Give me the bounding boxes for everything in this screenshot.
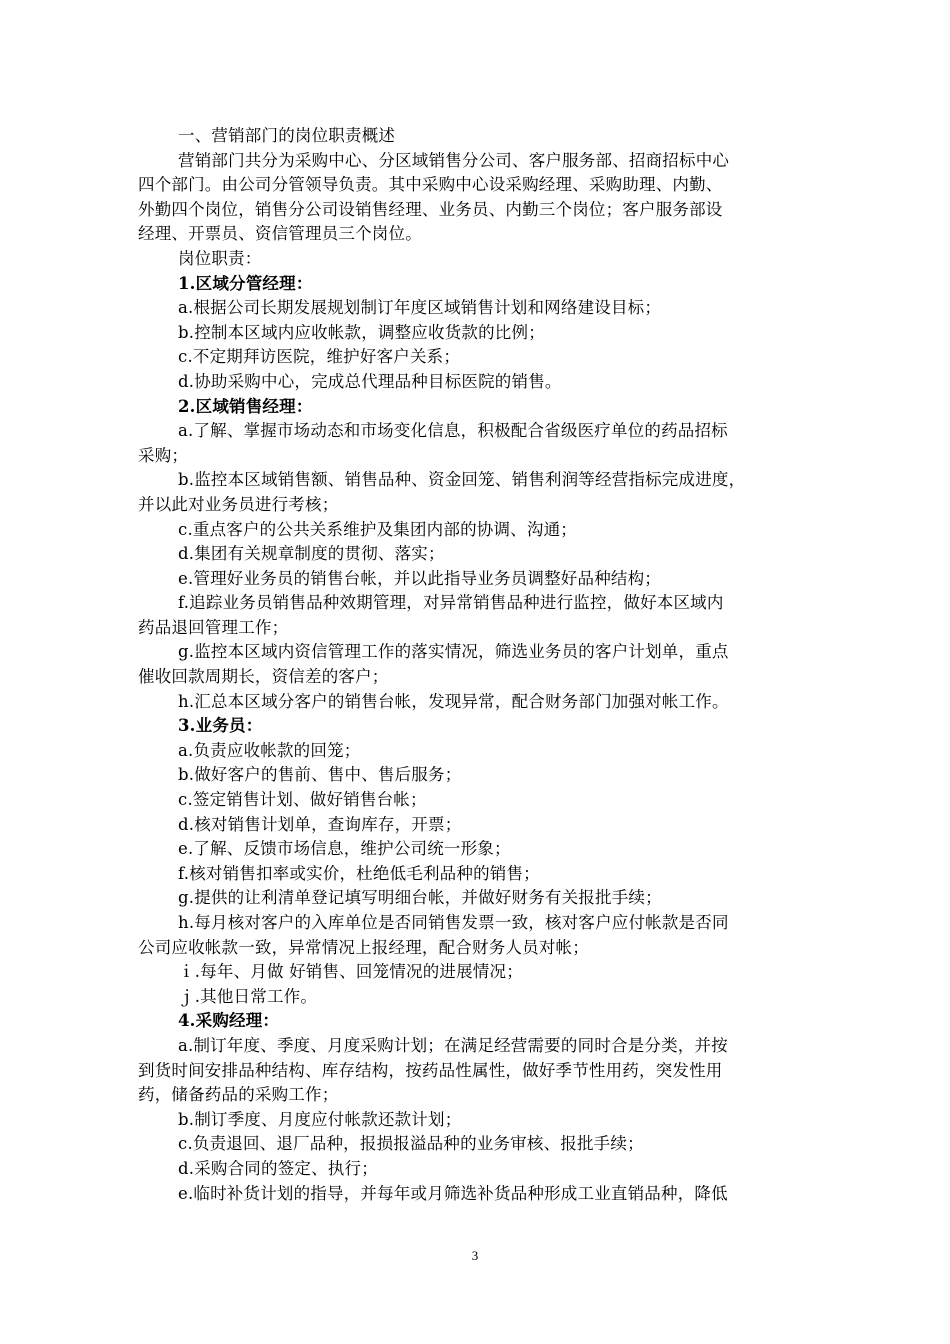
duty-item-line: d.采购合同的签定、执行； (178, 1158, 378, 1178)
duty-item-line: b.控制本区域内应收帐款，调整应收货款的比例； (178, 322, 545, 342)
duty-item-line: 到货时间安排品种结构、库存结构，按药品性属性，做好季节性用药，突发性用 (138, 1060, 723, 1080)
intro-line: 外勤四个岗位，销售分公司设销售经理、业务员、内勤三个岗位；客户服务部设 (138, 199, 723, 219)
duty-item-line: 催收回款周期长，资信差的客户； (138, 667, 389, 687)
duty-item-line: e.临时补货计划的指导，并每年或月筛选补货品种形成工业直销品种，降低 (178, 1183, 728, 1203)
document-body (138, 124, 820, 1206)
duty-item (138, 591, 820, 640)
duty-item (138, 640, 820, 689)
duty-item-line: b.制订季度、月度应付帐款还款计划； (178, 1109, 462, 1129)
duty-item (138, 862, 820, 887)
duty-item (138, 960, 820, 985)
duty-item-line: c.签定销售计划、做好销售台帐； (178, 790, 427, 810)
duty-item-line: 药，储备药品的采购工作； (138, 1085, 339, 1105)
duty-item-line: h.每月核对客户的入库单位是否同销售发票一致，核对客户应付帐款是否同 (178, 913, 729, 932)
duty-item-line: a.了解、掌握市场动态和市场变化信息，积极配合省级医疗单位的药品招标 (178, 421, 728, 441)
duty-item-line: b.做好客户的售前、售中、售后服务； (178, 765, 462, 785)
duties-label: 岗位职责： (178, 248, 262, 268)
duty-item (138, 296, 820, 321)
duty-item-line: f.核对销售扣率或实价，杜绝低毛利品种的销售； (178, 863, 540, 883)
duty-item (138, 518, 820, 543)
duty-section (138, 272, 820, 395)
duty-item-line: 公司应收帐款一致，异常情况上报经理，配合财务人员对帐； (138, 937, 589, 957)
duty-item (138, 1157, 820, 1182)
duty-item (138, 567, 820, 592)
duty-item (138, 321, 820, 346)
duty-item (138, 1182, 820, 1207)
duty-sections (138, 272, 820, 1207)
duty-item (138, 345, 820, 370)
duty-item-line: d.协助采购中心，完成总代理品种目标医院的销售。 (178, 371, 562, 391)
duty-section (138, 1009, 820, 1206)
duty-item (138, 763, 820, 788)
duty-item-line: d.核对销售计划单，查询库存，开票； (178, 814, 462, 834)
duty-item (138, 419, 820, 468)
duty-item (138, 1132, 820, 1157)
duty-section (138, 395, 820, 715)
duty-item-line: c.重点客户的公共关系维护及集团内部的协调、沟通； (178, 519, 577, 539)
duty-item (138, 690, 820, 715)
duty-item-line: f.追踪业务员销售品种效期管理，对异常销售品种进行监控，做好本区域内 (178, 593, 724, 613)
duty-item (138, 542, 820, 567)
duty-item-line: e.了解、反馈市场信息，维护公司统一形象； (178, 839, 511, 859)
duty-item-line: a.根据公司长期发展规划制订年度区域销售计划和网络建设目标； (178, 298, 662, 318)
duty-item-line: 并以此对业务员进行考核； (138, 494, 339, 514)
duty-item-line: g.监控本区域内资信管理工作的落实情况，筛选业务员的客户计划单，重点 (178, 642, 729, 662)
duty-item-line: c.负责退回、退厂品种，报损报溢品种的业务审核、报批手续； (178, 1134, 644, 1154)
duty-item (138, 911, 820, 960)
page-number: 3 (471, 1248, 479, 1263)
duty-item-line: ｉ.每年、月做 好销售、回笼情况的进展情况； (178, 962, 523, 982)
duty-item (138, 837, 820, 862)
duty-item-line: a.制订年度、季度、月度采购计划；在满足经营需要的同时合是分类，并按 (178, 1035, 728, 1055)
duty-item (138, 1108, 820, 1133)
duty-item-line: d.集团有关规章制度的贯彻、落实； (178, 544, 445, 564)
duty-item (138, 813, 820, 838)
intro-paragraph (138, 149, 820, 247)
duty-item-line: a.负责应收帐款的回笼； (178, 740, 361, 760)
duty-item-line: 药品退回管理工作； (138, 617, 289, 637)
duty-item (138, 1034, 820, 1108)
duty-item-line: e.管理好业务员的销售台帐，并以此指导业务员调整好品种结构； (178, 568, 662, 588)
duty-item-line: 采购； (138, 445, 189, 465)
duty-item (138, 468, 820, 517)
section-title: 2.区域销售经理： (178, 396, 313, 416)
intro-line: 经理、开票员、资信管理员三个岗位。 (138, 224, 422, 244)
duty-item-line: c.不定期拜访医院，维护好客户关系； (178, 347, 461, 367)
duty-item (138, 886, 820, 911)
section-heading: 一、营销部门的岗位职责概述 (178, 126, 396, 145)
intro-line: 四个部门。由公司分管领导负责。其中采购中心设采购经理、采购助理、内勤、 (138, 175, 723, 195)
section-title: 4.采购经理： (178, 1011, 280, 1031)
duty-section (138, 714, 820, 1009)
section-title: 1.区域分管经理： (178, 273, 313, 293)
duty-item (138, 788, 820, 813)
duty-item-line: h.汇总本区域分客户的销售台帐，发现异常，配合财务部门加强对帐工作。 (178, 691, 729, 711)
section-title: 3.业务员： (178, 716, 263, 736)
duty-item-line: ｊ.其他日常工作。 (178, 986, 318, 1006)
duty-item (138, 739, 820, 764)
intro-line: 营销部门共分为采购中心、分区域销售分公司、客户服务部、招商招标中心 (178, 150, 730, 170)
duty-item (138, 985, 820, 1010)
duty-item-line: g.提供的让利清单登记填写明细台帐，并做好财务有关报批手续； (178, 888, 662, 908)
duty-item-line: b.监控本区域销售额、销售品种、资金回笼、销售利润等经营指标完成进度， (178, 470, 746, 490)
duty-item (138, 370, 820, 395)
